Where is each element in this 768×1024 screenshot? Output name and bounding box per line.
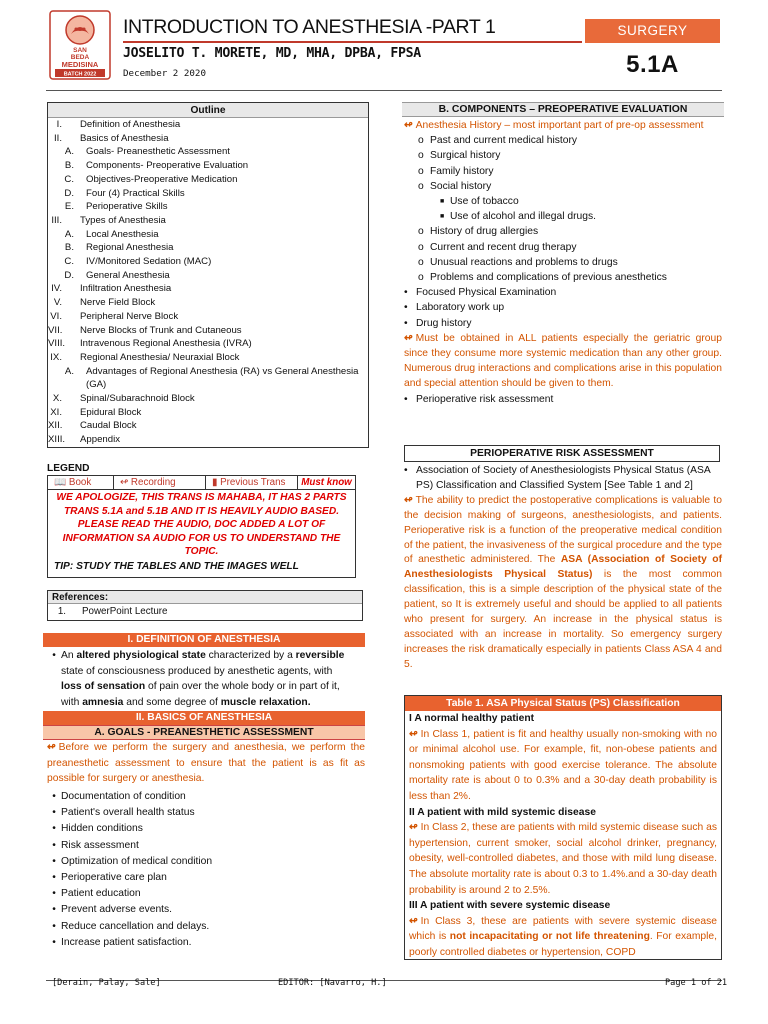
bullet-icon: • bbox=[52, 791, 56, 802]
list-item bbox=[47, 838, 365, 854]
outline-number: VIII. bbox=[48, 338, 66, 350]
outline-number: E. bbox=[64, 201, 74, 213]
list-item bbox=[47, 886, 365, 902]
outline-number: III. bbox=[51, 214, 62, 226]
list-item bbox=[47, 870, 365, 886]
list-item bbox=[47, 902, 365, 918]
list-item bbox=[47, 854, 365, 870]
recording-icon: ↫ bbox=[404, 332, 413, 344]
list-item-label: Current and recent drug therapy bbox=[430, 241, 577, 253]
recording-icon: ↫ bbox=[409, 915, 418, 927]
outline-label: General Anesthesia bbox=[86, 269, 170, 281]
outline-label: Definition of Anesthesia bbox=[80, 119, 181, 130]
outline-number: A. bbox=[64, 228, 74, 240]
list-item-label: History of drug allergies bbox=[430, 226, 539, 238]
outline-number: VII. bbox=[48, 324, 63, 336]
outline-item bbox=[48, 159, 368, 173]
outline-label: Objectives-Preoperative Medication bbox=[86, 173, 238, 185]
drug-history-list bbox=[404, 224, 722, 285]
circle-bullet-icon: o bbox=[418, 135, 424, 147]
social-history-list bbox=[404, 194, 722, 224]
san-beda-medisina-logo bbox=[49, 10, 111, 80]
apology-note: WE APOLOGIZE, THIS TRANS IS MAHABA, IT HAS 2 PARTS TRANS 5.1A and 5.1B AND IT IS HEAVILY AUDIO BASED. PLEASE READ THE AUDIO, DOC ADDED A LOT OF INFORMATION SA AUDIO FOR US TO UNDERSTAND THE TOPIC. bbox=[56, 492, 347, 558]
list-item: • Perioperative risk assessment bbox=[404, 392, 722, 407]
outline-label: IV/Monitored Sedation (MAC) bbox=[86, 256, 212, 268]
asa-class-3-text: ↫ In Class 3, these are patients with severe systemic disease which is not incapacitating or not life threatening. For example, poorly controlled diabetes or hypertension, COPD bbox=[409, 915, 717, 958]
evaluation-list bbox=[404, 285, 722, 331]
bullet-icon: • bbox=[52, 872, 56, 884]
list-item bbox=[418, 255, 722, 270]
list-item-label: Patient's overall health status bbox=[61, 807, 195, 819]
list-item-label: Family history bbox=[430, 165, 494, 177]
trans-code: 5.1A bbox=[626, 51, 679, 78]
outline-item bbox=[48, 255, 368, 269]
outline-item bbox=[48, 118, 368, 132]
list-item bbox=[47, 935, 365, 951]
outline-label: Advantages of Regional Anesthesia (RA) vs General Anesthesia (GA) bbox=[86, 365, 359, 391]
outline-number: C. bbox=[64, 256, 74, 268]
references-title: References: bbox=[48, 591, 362, 604]
circle-bullet-icon: o bbox=[418, 226, 424, 238]
list-item-label: Optimization of medical condition bbox=[61, 855, 213, 867]
reference-number: 1. bbox=[57, 606, 66, 617]
circle-bullet-icon: o bbox=[418, 180, 424, 192]
outline-number: I. bbox=[56, 119, 62, 130]
outline-label: Spinal/Subarachnoid Block bbox=[80, 393, 195, 405]
drug-audio-note: ↫ Must be obtained in ALL patients especially the geriatric group since they consume more systemic medication than any other group. Numerous drug interactions and complications arise in this population and special attention should be given to them. bbox=[404, 332, 722, 390]
outline-number: D. bbox=[64, 187, 74, 199]
list-item-label: Reduce cancellation and delays. bbox=[61, 920, 210, 932]
risk-assessment-heading: PERIOPERATIVE RISK ASSESSMENT bbox=[404, 445, 720, 462]
outline-label: Intravenous Regional Anesthesia (IVRA) bbox=[80, 338, 252, 350]
bullet-icon: • bbox=[404, 317, 408, 329]
outline-number: A. bbox=[64, 365, 74, 377]
author-line: JOSELITO T. MORETE, MD, MHA, DPBA, FPSA bbox=[123, 46, 421, 61]
circle-bullet-icon: o bbox=[418, 241, 424, 253]
outline-item bbox=[48, 406, 368, 420]
outline-label: Peripheral Nerve Block bbox=[80, 310, 179, 322]
circle-bullet-icon: o bbox=[418, 256, 424, 268]
list-item-label: Patient education bbox=[61, 888, 141, 900]
circle-bullet-icon: o bbox=[418, 272, 424, 284]
list-item bbox=[404, 285, 722, 300]
outline-item bbox=[48, 200, 368, 214]
list-item bbox=[404, 316, 722, 331]
history-list bbox=[404, 133, 722, 194]
bullet-icon: • bbox=[52, 920, 56, 932]
list-item-label: Hidden conditions bbox=[61, 823, 143, 835]
asa-class-2-title: II A patient with mild systemic disease bbox=[409, 806, 596, 818]
outline-number: XII. bbox=[48, 420, 63, 432]
asa-class-1-title: I A normal healthy patient bbox=[409, 713, 535, 724]
outline-label: Four (4) Practical Skills bbox=[86, 187, 185, 199]
list-item-label: Social history bbox=[430, 180, 492, 192]
outline-label: Caudal Block bbox=[80, 420, 137, 432]
outline-item bbox=[48, 337, 368, 351]
list-item bbox=[47, 805, 365, 821]
footer-editor: EDITOR: [Navarro, H.] bbox=[278, 978, 387, 988]
history-audio-note: ↫ Anesthesia History – most important part of pre-op assessment bbox=[404, 118, 722, 133]
list-item bbox=[418, 240, 722, 255]
recording-icon: ↫ bbox=[404, 120, 413, 131]
outline-number: XI. bbox=[50, 406, 62, 418]
list-item bbox=[418, 164, 722, 179]
list-item bbox=[47, 789, 365, 805]
list-item bbox=[47, 821, 365, 837]
outline-item bbox=[48, 173, 368, 187]
list-item bbox=[418, 270, 722, 285]
bullet-icon: • bbox=[404, 465, 408, 476]
outline-item bbox=[48, 392, 368, 406]
legend-book: 📖 Book bbox=[48, 476, 114, 489]
legend-recording: ↫ Recording bbox=[114, 476, 206, 489]
outline-number: IX. bbox=[50, 351, 62, 363]
outline-item bbox=[48, 145, 368, 159]
list-item bbox=[404, 300, 722, 315]
outline-item bbox=[48, 365, 368, 392]
logo-line-3: MEDISINA bbox=[61, 60, 99, 69]
recording-icon: ↫ bbox=[409, 822, 418, 834]
list-item bbox=[418, 148, 722, 163]
table-title: Table 1. ASA Physical Status (PS) Classification bbox=[405, 696, 721, 711]
outline-item bbox=[48, 269, 368, 283]
outline-list bbox=[48, 118, 368, 447]
list-item-label: Use of alcohol and illegal drugs. bbox=[450, 211, 596, 223]
section-heading-definition: I. DEFINITION OF ANESTHESIA bbox=[43, 633, 365, 647]
outline-number: X. bbox=[52, 393, 62, 405]
list-item bbox=[440, 194, 722, 209]
reference-text: PowerPoint Lecture bbox=[82, 606, 168, 617]
bullet-icon: • bbox=[52, 650, 56, 661]
list-item bbox=[418, 133, 722, 148]
outline-number: B. bbox=[64, 242, 74, 254]
goals-list bbox=[47, 789, 365, 951]
circle-bullet-icon: o bbox=[418, 165, 424, 177]
outline-label: Epidural Block bbox=[80, 406, 142, 418]
list-item-label: Surgical history bbox=[430, 150, 501, 162]
outline-label: Infiltration Anesthesia bbox=[80, 283, 172, 295]
outline-number: IV. bbox=[51, 283, 62, 295]
section-heading-basics: II. BASICS OF ANESTHESIA bbox=[43, 711, 365, 725]
outline-item bbox=[48, 132, 368, 146]
outline-label: Perioperative Skills bbox=[86, 201, 168, 213]
legend-title: LEGEND bbox=[47, 463, 90, 474]
list-item-label: Problems and complications of previous anesthetics bbox=[430, 272, 667, 284]
outline-box bbox=[47, 102, 369, 448]
list-item-label: Drug history bbox=[416, 317, 472, 329]
outline-item bbox=[48, 324, 368, 338]
legend-must-know: Must know bbox=[301, 477, 352, 488]
references-box bbox=[47, 590, 363, 621]
history-block bbox=[404, 118, 722, 407]
list-item-label: Unusual reactions and problems to drugs bbox=[430, 256, 618, 268]
outline-item bbox=[48, 282, 368, 296]
lecture-date: December 2 2020 bbox=[123, 68, 206, 79]
list-item bbox=[418, 179, 722, 194]
asa-class-2-text: ↫ In Class 2, these are patients with mild systemic disease such as hypertension, current smoker, social alcohol drinker, pregnancy, obesity, well-controlled diabetes, and those with mild lung disease. The absolute mortality rate is about 0.3 to 1.4%.and a 30-day death probability is around 2 to 2.5%. bbox=[409, 822, 717, 896]
outline-number: VI. bbox=[50, 310, 62, 322]
subheading-components: B. COMPONENTS – PREOPERATIVE EVALUATION bbox=[402, 102, 724, 117]
recording-icon: ↫ bbox=[404, 494, 413, 506]
reference-item bbox=[48, 604, 362, 620]
outline-number: C. bbox=[64, 173, 74, 185]
logo-batch: BATCH 2022 bbox=[63, 71, 97, 78]
asa-classification-table bbox=[404, 695, 722, 960]
bullet-icon: • bbox=[52, 839, 56, 851]
square-bullet-icon: ■ bbox=[440, 198, 445, 206]
logo-line-1: SAN bbox=[73, 47, 87, 54]
header-divider bbox=[46, 90, 722, 91]
bullet-icon: • bbox=[404, 287, 408, 299]
bullet-icon: • bbox=[52, 936, 56, 948]
outline-item bbox=[48, 214, 368, 228]
circle-bullet-icon: o bbox=[418, 150, 424, 162]
outline-label: Basics of Anesthesia bbox=[80, 132, 169, 144]
outline-label: Regional Anesthesia bbox=[86, 242, 174, 254]
outline-item bbox=[48, 351, 368, 365]
outline-item bbox=[48, 433, 368, 447]
outline-label: Appendix bbox=[80, 434, 121, 446]
list-item bbox=[47, 919, 365, 935]
outline-label: Nerve Field Block bbox=[80, 297, 156, 309]
outline-item bbox=[48, 419, 368, 433]
outline-label: Regional Anesthesia/ Neuraxial Block bbox=[80, 351, 240, 363]
outline-label: Components- Preoperative Evaluation bbox=[86, 160, 249, 172]
legend-box bbox=[47, 475, 356, 578]
list-item-label: Prevent adverse events. bbox=[61, 904, 173, 916]
outline-label: Nerve Blocks of Trunk and Cutaneous bbox=[80, 324, 242, 336]
bullet-icon: • bbox=[52, 855, 56, 867]
list-item-label: Documentation of condition bbox=[61, 791, 186, 802]
goals-audio-note: ↫ Before we perform the surgery and anesthesia, we perform the preanesthetic assessment to ensure that the patient is as fit as possible for surgery or anesthesia. bbox=[47, 742, 365, 785]
risk-block bbox=[404, 464, 722, 673]
recording-icon: ↫ bbox=[409, 728, 418, 740]
outline-number: A. bbox=[64, 146, 74, 158]
list-item-label: Use of tobacco bbox=[450, 196, 519, 208]
bullet-icon: • bbox=[404, 393, 408, 405]
definition-paragraph: • An altered physiological state characterized by a reversible state of consciousness produced by anesthetic agents, with loss of sensation of pain over the whole body or in part of it, with amnesia and some degree of muscle relaxation. bbox=[47, 648, 365, 710]
subject-badge: SURGERY bbox=[585, 19, 720, 43]
list-item-label: Laboratory work up bbox=[416, 302, 505, 314]
legend-previous-trans: ▮ Previous Trans bbox=[206, 476, 298, 489]
outline-title: Outline bbox=[48, 103, 368, 118]
outline-label: Local Anesthesia bbox=[86, 228, 159, 240]
bullet-icon: • bbox=[52, 823, 56, 835]
list-item-label: Increase patient satisfaction. bbox=[61, 936, 192, 948]
asa-class-3-title: III A patient with severe systemic disease bbox=[409, 900, 611, 912]
risk-audio-note: ↫ The ability to predict the postoperative complications is valuable to the decision making of surgeons, anesthesiologists, and patients. Perioperative risk is a function of the preoperative medical condition of the patient, the invasiveness of the surgical procedure and the type of anesthetic administered. The ASA (Association of Society of Anesthesiologists Physical Status) is the most common classification, this is a simple description of the physical state of the patient, so It is extremely useful and should be applied to all patients who present for surgery. An increase in the physical status is associated with an increase in mortality. So emergency surgery increases the risk dramatically especially in patients Class ASA 4 and 5. bbox=[404, 494, 723, 670]
outline-number: V. bbox=[53, 297, 62, 309]
outline-label: Types of Anesthesia bbox=[80, 214, 166, 226]
outline-label: Goals- Preanesthetic Assessment bbox=[86, 146, 230, 158]
recording-icon: ↫ bbox=[47, 742, 56, 753]
outline-item bbox=[48, 241, 368, 255]
list-item: • Association of Society of Anesthesiologists Physical Status (ASA PS) Classification and Classified System [See Table 1 and 2] bbox=[404, 464, 722, 494]
outline-item bbox=[48, 296, 368, 310]
outline-number: D. bbox=[64, 269, 74, 281]
bullet-icon: • bbox=[404, 302, 408, 314]
outline-number: XIII. bbox=[48, 434, 66, 446]
outline-number: B. bbox=[64, 160, 74, 172]
study-tip: TIP: STUDY THE TABLES AND THE IMAGES WELL bbox=[54, 560, 299, 572]
bullet-icon: • bbox=[52, 904, 56, 916]
document-title: INTRODUCTION TO ANESTHESIA -PART 1 bbox=[123, 16, 496, 38]
header-rule bbox=[123, 41, 582, 43]
bullet-icon: • bbox=[52, 888, 56, 900]
legend-key-row bbox=[48, 476, 355, 490]
list-item bbox=[440, 209, 722, 224]
footer-page-number: Page 1 of 21 bbox=[665, 978, 728, 988]
outline-item bbox=[48, 310, 368, 324]
outline-item bbox=[48, 228, 368, 242]
logo-line-2: BEDA bbox=[70, 54, 90, 61]
subheading-goals: A. GOALS - PREANESTHETIC ASSESSMENT bbox=[43, 725, 365, 740]
list-item-label: Risk assessment bbox=[61, 839, 139, 851]
outline-number: II. bbox=[54, 132, 62, 144]
footer-transcribers: [Derain, Palay, Sale] bbox=[52, 978, 161, 988]
list-item bbox=[418, 224, 722, 239]
square-bullet-icon: ■ bbox=[440, 213, 445, 221]
asa-class-1-text: ↫ In Class 1, patient is fit and healthy usually non-smoking with no or minimal alcohol use. For example, fit, non-obese patients and nonsmoking patients with good exercise tolerance. The absolute mortality rate is about 0 to 0.3% and a 30-day death probability is less than 2%. bbox=[409, 728, 717, 802]
list-item-label: Past and current medical history bbox=[430, 135, 578, 147]
bullet-icon: • bbox=[52, 807, 56, 819]
list-item-label: Perioperative care plan bbox=[61, 872, 167, 884]
list-item-label: Focused Physical Examination bbox=[416, 287, 557, 299]
outline-item bbox=[48, 187, 368, 201]
